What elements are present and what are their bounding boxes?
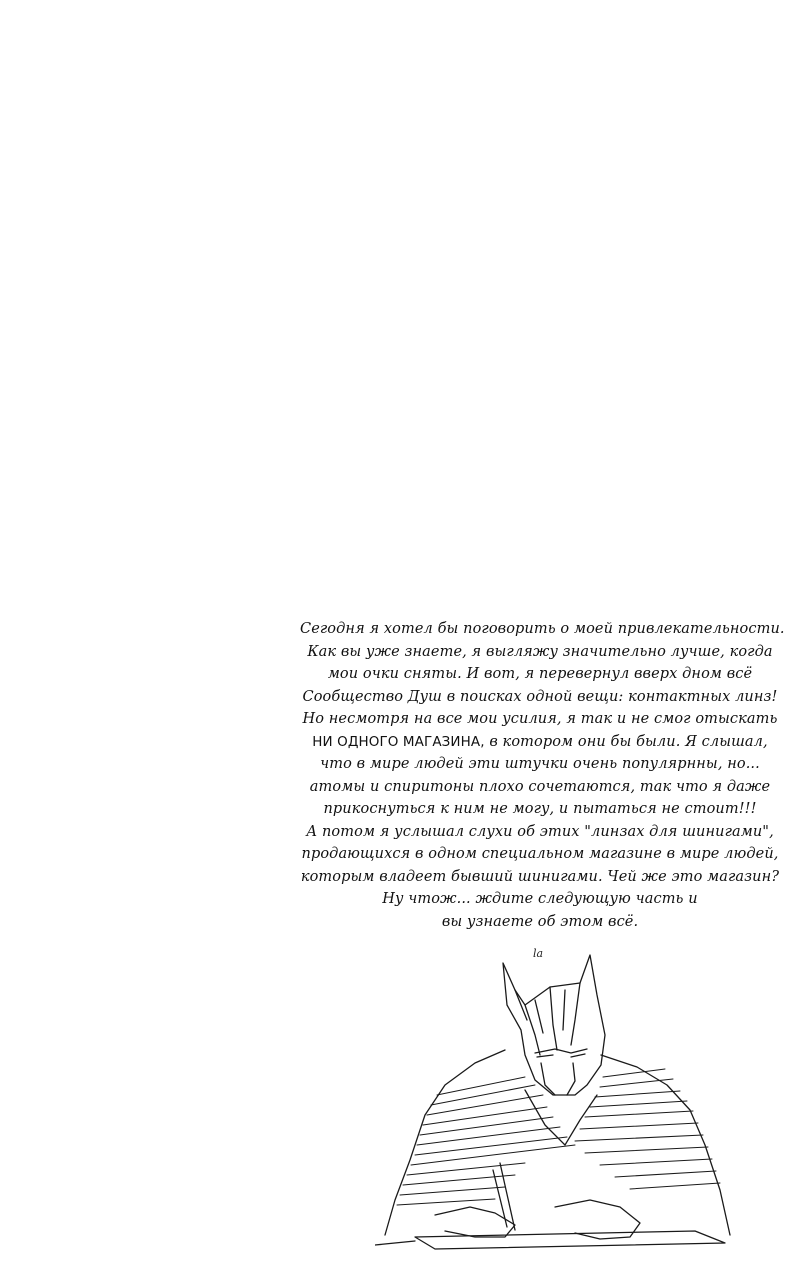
glasses (535, 1049, 587, 1053)
note-line: мои очки сняты. И вот, я перевернул вверх дном всё (327, 666, 753, 682)
note-line-rest: в котором они бы были. Я слышал, (489, 733, 768, 750)
note-line: А потом я услышал слухи об этих "линзах для шинигами", (306, 823, 774, 840)
note-line: вы узнаете об этом всё. (441, 913, 639, 930)
note-line: Сообщество Душ в поисках одной вещи: контактных линз! (302, 688, 778, 705)
note-line: продающихся в одном специальном магазине в мире людей, (301, 846, 779, 862)
note-line-emphasis (300, 731, 780, 754)
note-line: что в мире людей эти штучки очень популярнны, но... (320, 756, 760, 772)
note-line: Сегодня я хотел бы поговорить о моей привлекательности. (300, 621, 785, 637)
signature: la (533, 947, 544, 960)
note-line: прикоснуться к ним не могу, и пытаться не стоит!!! (323, 801, 757, 817)
note-line: атомы и спиритоны плохо сочетаются, так что я даже (309, 778, 771, 795)
emphasis-text: НИ ОДНОГО МАГАЗИНА, (312, 733, 485, 750)
hair-outline (503, 955, 605, 1095)
note-line: Ну чтож... ждите следующую часть и (382, 891, 698, 907)
robe-outline (385, 1050, 505, 1235)
note-line: которым владеет бывший шинигами. Чей же это магазин? (300, 868, 780, 885)
author-note (300, 618, 785, 933)
author-self-portrait-sketch (375, 945, 780, 1255)
note-line: Как вы уже знаете, я выгляжу значительно лучше, когда (307, 643, 773, 660)
note-line: Но несмотря на все мои усилия, я так и не смог отыскать (302, 711, 778, 727)
